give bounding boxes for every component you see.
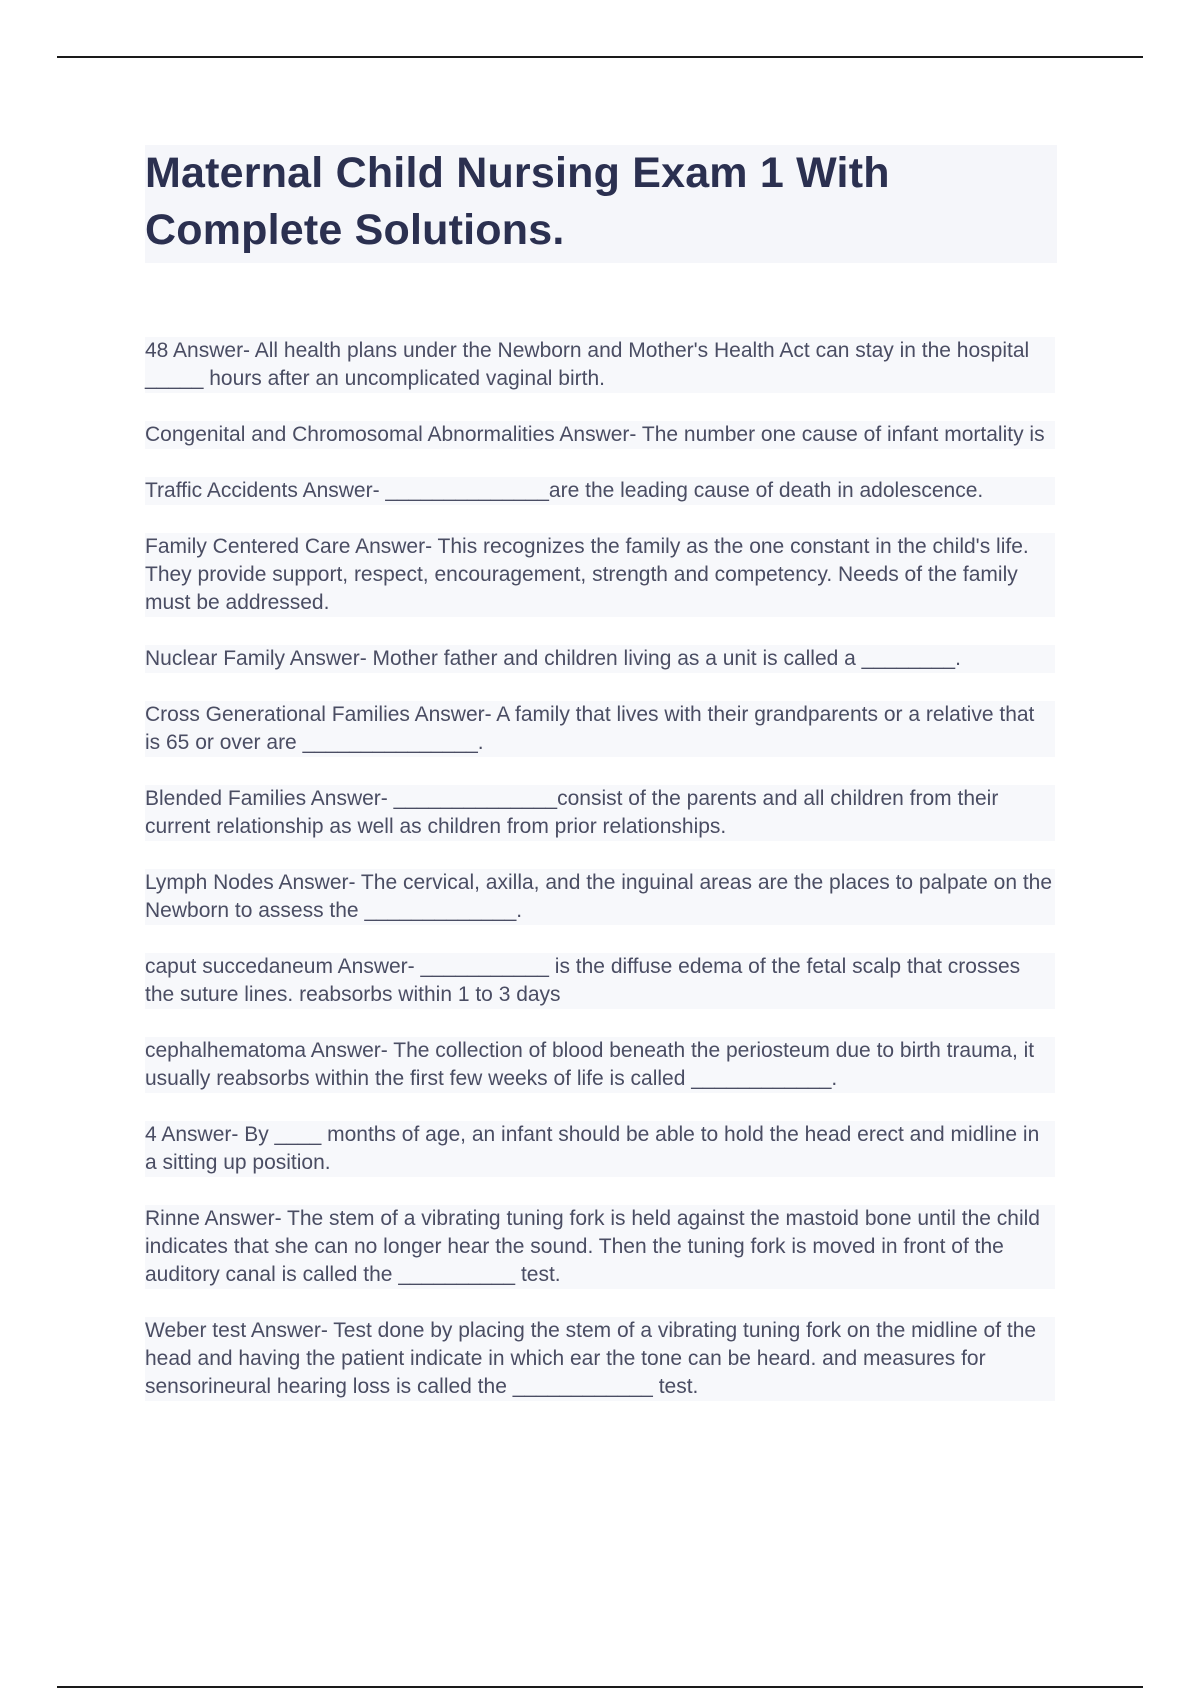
- qa-item: 48 Answer- All health plans under the Newborn and Mother's Health Act can stay in the hospital _____ hours after an uncomplicated vaginal birth.: [145, 337, 1055, 393]
- qa-item: Weber test Answer- Test done by placing the stem of a vibrating tuning fork on the midline of the head and having the patient indicate in which ear the tone can be heard. and measures for sensorineural hearing loss is called the ____________ test.: [145, 1317, 1055, 1401]
- qa-item: 4 Answer- By ____ months of age, an infant should be able to hold the head erect and midline in a sitting up position.: [145, 1121, 1055, 1177]
- question-answer-list: [145, 337, 1065, 1429]
- top-rule: [57, 56, 1143, 58]
- qa-item: Rinne Answer- The stem of a vibrating tuning fork is held against the mastoid bone until the child indicates that she can no longer hear the sound. Then the tuning fork is moved in front of the auditory canal is called the __________ test.: [145, 1205, 1055, 1289]
- qa-item: Lymph Nodes Answer- The cervical, axilla, and the inguinal areas are the places to palpate on the Newborn to assess the _____________.: [145, 869, 1055, 925]
- qa-item: Cross Generational Families Answer- A family that lives with their grandparents or a relative that is 65 or over are _______________.: [145, 701, 1055, 757]
- title-block: [145, 145, 1057, 263]
- document-title: [145, 145, 1051, 259]
- bottom-rule: [57, 1686, 1143, 1688]
- title-line-2: Complete Solutions.: [145, 206, 565, 254]
- qa-item: Nuclear Family Answer- Mother father and children living as a unit is called a ________.: [145, 645, 1055, 673]
- qa-item: cephalhematoma Answer- The collection of blood beneath the periosteum due to birth trauma, it usually reabsorbs within the first few weeks of life is called ____________.: [145, 1037, 1055, 1093]
- qa-item: Traffic Accidents Answer- ______________are the leading cause of death in adolescence.: [145, 477, 1055, 505]
- qa-item: caput succedaneum Answer- ___________ is the diffuse edema of the fetal scalp that crosses the suture lines. reabsorbs within 1 to 3 days: [145, 953, 1055, 1009]
- qa-item: Blended Families Answer- ______________consist of the parents and all children from their current relationship as well as children from prior relationships.: [145, 785, 1055, 841]
- qa-item: Family Centered Care Answer- This recognizes the family as the one constant in the child's life. They provide support, respect, encouragement, strength and competency. Needs of the family must be addressed.: [145, 533, 1055, 617]
- qa-item: Congenital and Chromosomal Abnormalities Answer- The number one cause of infant mortality is: [145, 421, 1055, 449]
- title-line-1: Maternal Child Nursing Exam 1 With: [145, 149, 890, 197]
